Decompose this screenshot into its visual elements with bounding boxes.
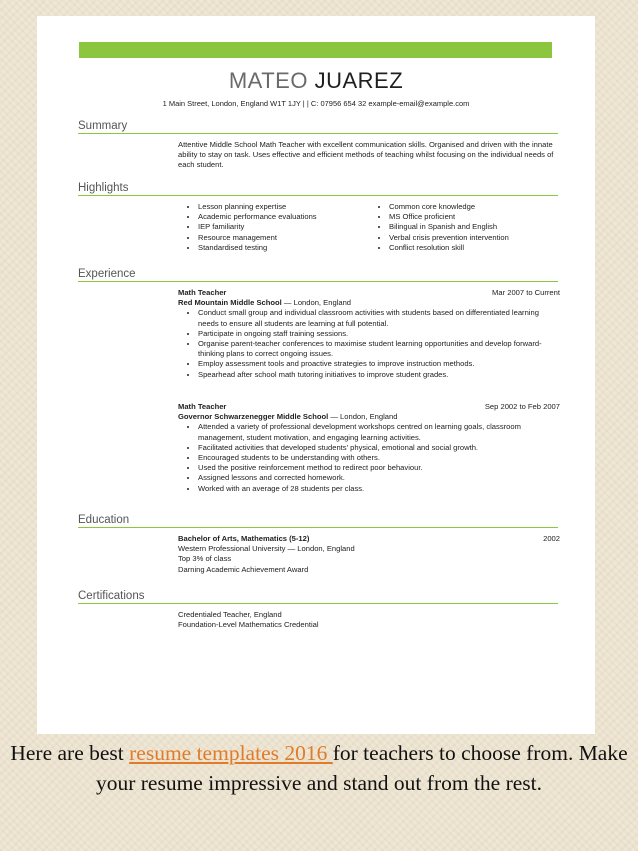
job-location: — London, England [328,412,398,422]
list-item: • Standardised testing [198,243,369,253]
resume-page [37,16,595,734]
list-item: • Verbal crisis prevention intervention [389,233,560,243]
contact-line: 1 Main Street, London, England W1T 1JY | | C: 07956 654 32 example-email@example.com [162,99,470,108]
highlights-heading: Highlights [78,182,558,196]
job-location: — London, England [281,298,352,308]
list-item: • Conflict resolution skill [389,243,560,253]
experience-heading: Experience [78,268,558,282]
list-item: • Academic performance evaluations [198,212,369,222]
education-heading: Education [78,514,558,528]
list-item: • Conduct small group and individual classroom activities with students based on differentiated learning needs to ensure all students are learning at full potential. [198,308,560,328]
caption-text [8,738,630,798]
degree-header [178,534,560,544]
degree-year: 2002 [543,534,560,543]
highlights-section [78,182,558,196]
degree: Bachelor of Arts, Mathematics (5-12) [178,534,310,543]
job-title: Math Teacher [178,288,227,297]
job-company: Red Mountain Middle School [178,298,282,308]
summary-heading: Summary [78,120,558,134]
certifications-body [178,610,560,630]
list-item: • Participate in ongoing staff training sessions. [198,329,560,339]
school-line [178,544,560,554]
last-name: JUAREZ [314,68,404,93]
experience-section [78,268,558,282]
job-dates: Sep 2002 to Feb 2007 [484,402,560,411]
list-item: • Used the positive reinforcement method to redirect poor behaviour. [198,463,560,473]
list-item: • Organise parent-teacher conferences to maximise student learning opportunities and develop forward-thinking plans to correct ongoing issues. [198,339,560,359]
job-bullets [178,308,560,379]
summary-body [178,140,560,171]
resume-templates-link[interactable]: resume templates 2016 [129,741,333,765]
list-item: • Employ assessment tools and proactive strategies to improve instruction methods. [198,359,560,369]
job-company-line [178,412,560,422]
list-item: • Bilingual in Spanish and English [389,222,560,232]
education-line: Darning Academic Achievement Award [178,564,309,574]
job-1 [178,288,560,380]
list-item: • Worked with an average of 28 students per class. [198,484,560,494]
list-item: • IEP familiarity [198,222,369,232]
resume-name [37,68,595,94]
job-company: Governor Schwarzenegger Middle School [178,412,329,422]
list-item: • Resource management [198,233,369,243]
highlights-left-list [178,202,369,253]
header-accent-bar [79,42,552,58]
summary-text: Attentive Middle School Math Teacher with excellent communication skills. Organised and driven with the innate ability to stay on task. Uses effective and efficient methods of teaching whilst focusing on the individual needs of each student. [178,140,554,170]
caption-before: Here are best [10,741,130,765]
job-header [178,402,560,412]
list-item: • Encouraged students to be understanding with others. [198,453,560,463]
first-name: MATEO [228,68,308,93]
certification-item: Foundation-Level Mathematics Credential [178,620,319,630]
certifications-section [78,590,558,604]
education-section [78,514,558,528]
list-item: • Common core knowledge [389,202,560,212]
job-header [178,288,560,298]
highlights-body [178,202,560,253]
summary-section [78,120,558,134]
highlights-right-list [369,202,560,253]
job-title: Math Teacher [178,402,227,411]
caption-after: for teachers to choose from. Make your resume impressive and stand out from the rest. [95,741,628,795]
school-location: — London, England [285,544,355,554]
school: Western Professional University [178,544,286,554]
list-item: • MS Office proficient [389,212,560,222]
certifications-heading: Certifications [78,590,558,604]
list-item: • Spearhead after school math tutoring initiatives to improve student grades. [198,370,560,380]
list-item: • Assigned lessons and corrected homework. [198,473,560,483]
job-2 [178,402,560,494]
certification-item: Credentialed Teacher, England [178,610,282,619]
education-line: Top 3% of class [178,554,232,564]
job-dates: Mar 2007 to Current [492,288,560,297]
job-company-line [178,298,560,308]
job-bullets [178,422,560,493]
list-item: • Attended a variety of professional development workshops centred on learning goals, classroom management, student motivation, and engaging learning activities. [198,422,560,442]
list-item: • Lesson planning expertise [198,202,369,212]
list-item: • Facilitated activities that developed students' physical, emotional and social growth. [198,443,560,453]
education-body [178,534,560,575]
